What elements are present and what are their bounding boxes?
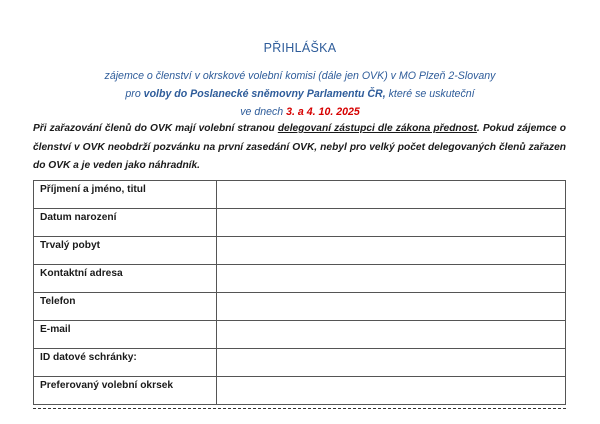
intro-line-3-prefix: ve dnech [240, 106, 284, 118]
field-name[interactable] [217, 181, 566, 209]
intro-line-1: zájemce o členství v okrskové volební komisi (dále jen OVK) v MO Plzeň 2-Slovany [104, 70, 496, 82]
row-label-databox-id: ID datové schránky: [34, 349, 217, 377]
table-row [34, 377, 566, 405]
election-name: volby do Poslanecké sněmovny Parlamentu ČR, [143, 88, 386, 100]
field-databox-id[interactable] [217, 349, 566, 377]
notice-underlined: delegovaní zástupci dle zákona přednost [277, 123, 477, 134]
field-permanent-address[interactable] [217, 237, 566, 265]
row-label-birth-date: Datum narození [34, 209, 217, 237]
applicant-details-table [33, 180, 566, 405]
row-label-email: E-mail [34, 321, 217, 349]
table-row [34, 181, 566, 209]
notice-part-2: . Pokud zájemce o členství v OVK neobdrží pozvánku na první zasedání OVK, nebyl pro velký počet delegovaných členů zařazen do OVK a je veden jako náhradník. [33, 123, 566, 171]
row-label-name: Příjmení a jméno, titul [34, 181, 217, 209]
row-label-contact-address: Kontaktní adresa [34, 265, 217, 293]
row-label-permanent-address: Trvalý pobyt [34, 237, 217, 265]
table-row [34, 321, 566, 349]
field-preferred-district[interactable] [217, 377, 566, 405]
table-row [34, 349, 566, 377]
table-row [34, 237, 566, 265]
field-contact-address[interactable] [217, 265, 566, 293]
row-label-preferred-district: Preferovaný volební okrsek [34, 377, 217, 405]
form-intro [0, 67, 600, 121]
table-row [34, 293, 566, 321]
form-title: PŘIHLÁŠKA [263, 41, 337, 55]
table-row [34, 265, 566, 293]
cut-line-divider [33, 408, 566, 409]
row-label-phone: Telefon [34, 293, 217, 321]
intro-line-2-prefix: pro [125, 88, 141, 100]
field-email[interactable] [217, 321, 566, 349]
priority-notice [33, 120, 566, 176]
intro-line-3 [0, 103, 600, 121]
intro-line-2 [0, 85, 600, 103]
field-birth-date[interactable] [217, 209, 566, 237]
election-dates: 3. a 4. 10. 2025 [286, 106, 360, 118]
notice-part-1: Při zařazování členů do OVK mají volební stranou [33, 123, 275, 134]
table-row [34, 209, 566, 237]
field-phone[interactable] [217, 293, 566, 321]
intro-line-2-suffix: které se uskuteční [388, 88, 475, 100]
